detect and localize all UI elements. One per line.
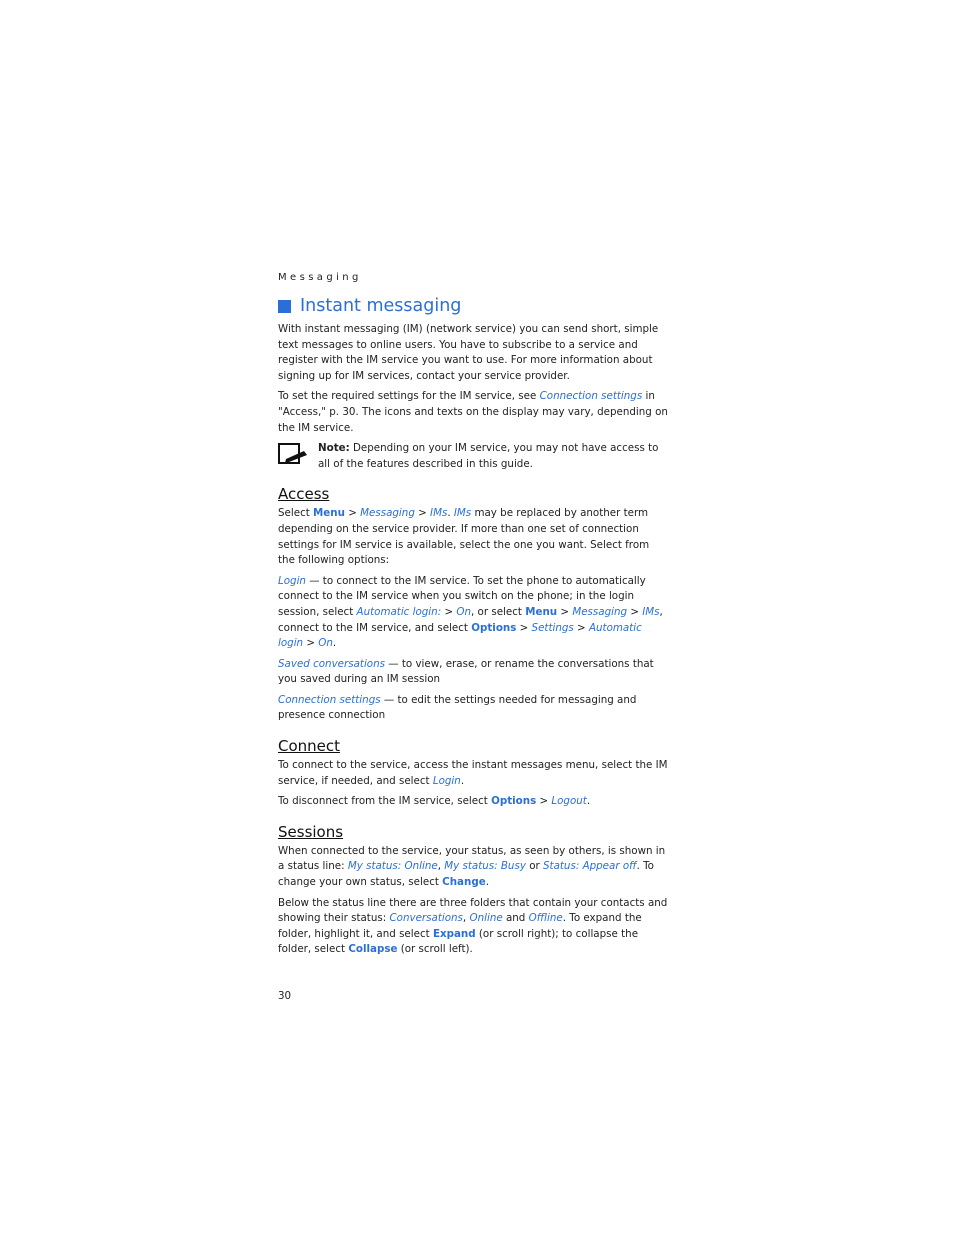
text: To set the required settings for the IM service, see xyxy=(278,390,540,403)
messaging-link[interactable]: Messaging xyxy=(572,605,628,618)
sep: > xyxy=(303,637,319,650)
text: To disconnect from the IM service, select xyxy=(278,795,492,808)
sessions-paragraph-2 xyxy=(278,896,668,958)
note-box xyxy=(278,441,668,472)
option-connection-settings xyxy=(278,693,668,724)
text: . xyxy=(460,774,465,787)
link-connection-settings[interactable]: Connection settings xyxy=(539,390,643,403)
status-busy: My status: Busy xyxy=(444,860,526,873)
text: , xyxy=(462,912,470,925)
section-heading-connect: Connect xyxy=(278,737,341,756)
text: may be replaced by another term depending on the service provider. If more than one set of connection settings for IM service is available, select the one you want. Select from the following options: xyxy=(278,507,650,567)
settings-link[interactable]: Settings xyxy=(531,621,574,634)
expand-link[interactable]: Expand xyxy=(432,927,476,940)
text: (or scroll right); to collapse the folder, select xyxy=(278,927,639,956)
options-link[interactable]: Options xyxy=(491,795,537,808)
text: . xyxy=(485,876,489,889)
sep: > xyxy=(516,621,532,634)
text: Below the status line there are three folders that contain your contacts and showing their status: xyxy=(278,896,668,925)
sep: > xyxy=(536,795,552,808)
options-link[interactable]: Options xyxy=(471,621,517,634)
sep: > xyxy=(557,605,573,618)
connect-paragraph-1 xyxy=(278,758,668,789)
text: To connect to the service, access the instant messages menu, select the IM service, if needed, and select xyxy=(278,759,668,787)
automatic-login-option[interactable]: Automatic login: xyxy=(356,605,442,618)
intro-paragraph-2 xyxy=(278,389,668,436)
text: and xyxy=(502,912,529,925)
online-folder[interactable]: Online xyxy=(469,912,503,925)
text: When connected to the service, your status, as seen by others, is shown in a status line: xyxy=(278,844,666,873)
note-label: Note: xyxy=(318,442,350,455)
automatic-login-link[interactable]: Automatic login xyxy=(278,621,642,650)
running-head: Messaging xyxy=(278,272,362,283)
text: , or select xyxy=(471,605,526,618)
sep: > xyxy=(414,507,431,520)
text: (or scroll left). xyxy=(397,943,473,956)
access-paragraph-1 xyxy=(278,506,668,568)
option-login xyxy=(278,574,668,652)
text: , xyxy=(437,860,445,873)
text: — to view, erase, or rename the conversations that you saved during an IM session xyxy=(278,657,654,686)
login-option[interactable]: Login xyxy=(278,574,306,587)
text: . xyxy=(332,637,337,650)
note-text xyxy=(318,441,668,472)
saved-conversations-option[interactable]: Saved conversations xyxy=(278,657,385,670)
text: in "Access," p. 30. The icons and texts on the display may vary, depending on the IM service. xyxy=(278,390,668,434)
menu-link[interactable]: Menu xyxy=(313,507,345,520)
sep: > xyxy=(573,621,589,634)
text: . To change your own status, select xyxy=(278,860,654,889)
note-pencil-icon xyxy=(278,443,308,465)
collapse-link[interactable]: Collapse xyxy=(348,943,398,956)
ims-link[interactable]: IMs xyxy=(642,605,660,618)
sep: > xyxy=(627,605,643,618)
ims-link[interactable]: IMs xyxy=(430,507,448,520)
login-link[interactable]: Login xyxy=(432,774,461,787)
heading-square-icon xyxy=(278,300,291,313)
logout-link[interactable]: Logout xyxy=(551,795,587,808)
sep: > xyxy=(344,507,361,520)
text: — to edit the settings needed for messaging and presence connection xyxy=(278,693,637,722)
text: — to connect to the IM service. To set the phone to automatically connect to the IM service when you switch on the phone; in the login session, select xyxy=(278,574,646,618)
sessions-paragraph-1 xyxy=(278,844,668,891)
change-link[interactable]: Change xyxy=(442,876,486,889)
status-online: My status: Online xyxy=(347,860,438,873)
connection-settings-option[interactable]: Connection settings xyxy=(278,693,381,706)
text: or xyxy=(525,860,544,873)
intro-paragraph-1: With instant messaging (IM) (network service) you can send short, simple text messages to online users. You have to subscribe to a service and register with the IM service you want to use. For more information about signing up for IM services, contact your service provider. xyxy=(278,323,659,382)
page-content xyxy=(278,272,668,1002)
page-title xyxy=(278,296,668,316)
on-link[interactable]: On xyxy=(318,637,333,650)
status-appear-off: Status: Appear off xyxy=(543,860,637,873)
text: , connect to the IM service, and select xyxy=(278,605,663,634)
ims-term: IMs xyxy=(453,507,472,520)
text: Depending on your IM service, you may not have access to all of the features described in this guide. xyxy=(318,442,659,470)
conversations-folder[interactable]: Conversations xyxy=(389,912,463,925)
on-option[interactable]: On xyxy=(456,605,471,618)
messaging-link[interactable]: Messaging xyxy=(360,507,415,520)
option-saved-conversations xyxy=(278,657,668,688)
offline-folder[interactable]: Offline xyxy=(528,912,563,925)
page-number: 30 xyxy=(278,990,292,1002)
section-heading-sessions: Sessions xyxy=(278,822,344,841)
text: Select xyxy=(278,507,314,520)
sep: > xyxy=(441,605,457,618)
text: . xyxy=(586,795,591,808)
text: . To expand the folder, highlight it, and select xyxy=(278,912,642,940)
menu-link[interactable]: Menu xyxy=(525,605,558,618)
page-title-text: Instant messaging xyxy=(300,296,462,316)
section-heading-access: Access xyxy=(278,485,330,504)
text: . xyxy=(447,507,454,520)
connect-paragraph-2 xyxy=(278,794,668,810)
